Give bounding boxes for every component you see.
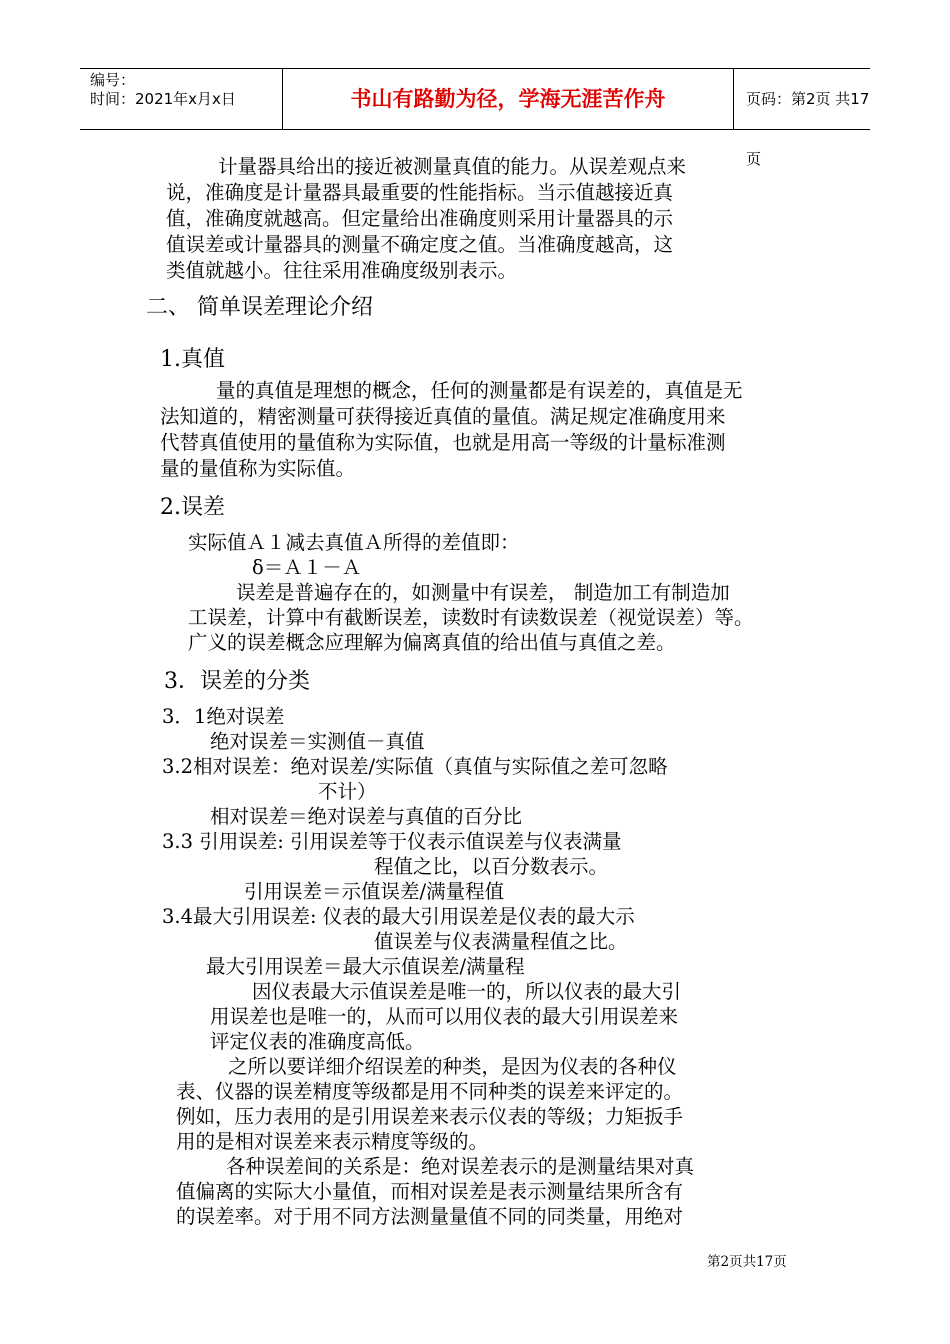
body-line: 各种误差间的关系是：绝对误差表示的是测量结果对真	[226, 1155, 695, 1178]
subheading-classification: 3．误差的分类	[164, 669, 310, 694]
body-line: 之所以要详细介绍误差的种类，是因为仪表的各种仪	[228, 1055, 677, 1078]
body-line: 值偏离的实际大小量值，而相对误差是表示测量结果所含有	[176, 1180, 684, 1203]
header-time-label: 时间：2021年x月x日	[90, 90, 236, 108]
section-heading: 二、 简单误差理论介绍	[146, 295, 373, 320]
formula: 引用误差＝示值误差/满量程值	[244, 880, 505, 903]
body-line: 计量器具给出的接近被测量真值的能力。从误差观点来	[218, 155, 687, 178]
body-line: 值，准确度就越高。但定量给出准确度则采用计量器具的示	[166, 207, 674, 230]
body-line: 类值就越小。往往采用准确度级别表示。	[166, 259, 518, 282]
body-line: 不计）	[318, 780, 377, 803]
formula: 绝对误差＝实测值－真值	[210, 730, 425, 753]
body-line: 3.2相对误差：绝对误差/实际值（真值与实际值之差可忽略	[162, 755, 668, 778]
page-footer: 第2页共17页	[707, 1254, 787, 1270]
body-line: 说，准确度是计量器具最重要的性能指标。当示值越接近真	[166, 181, 674, 204]
body-line: 3．1绝对误差	[162, 705, 285, 728]
header-meta	[80, 69, 282, 129]
body-line: 评定仪表的准确度高低。	[210, 1030, 425, 1053]
body-line: 代替真值使用的量值称为实际值，也就是用高一等级的计量标准测	[160, 431, 726, 454]
body-line: 工误差，计算中有截断误差，读数时有读数误差（视觉误差）等。	[188, 606, 754, 629]
body-line: 因仪表最大示值误差是唯一的，所以仪表的最大引	[252, 980, 682, 1003]
header-page-label: 页码：第2页 共17页	[746, 90, 870, 168]
subheading-error: 2.误差	[160, 495, 225, 520]
formula: δ＝Ａ１－Ａ	[252, 556, 362, 579]
body-line: 值误差或计量器具的测量不确定度之值。当准确度越高，这	[166, 233, 674, 256]
formula: 最大引用误差＝最大示值误差/满量程	[206, 955, 525, 978]
body-line: 表、仪器的误差精度等级都是用不同种类的误差来评定的。	[176, 1080, 684, 1103]
body-line: 用的是相对误差来表示精度等级的。	[176, 1130, 489, 1153]
body-line: 量的量值称为实际值。	[160, 457, 356, 480]
header-motto: 书山有路勤为径，学海无涯苦作舟	[282, 69, 734, 129]
body-line: 3.3 引用误差: 引用误差等于仪表示值误差与仪表满量	[162, 830, 622, 853]
body-line: 的误差率。对于用不同方法测量量值不同的同类量，用绝对	[176, 1205, 684, 1228]
body-line: 误差是普遍存在的，如测量中有误差， 制造加工有制造加	[236, 581, 730, 604]
body-line: 例如，压力表用的是引用误差来表示仪表的等级；力矩扳手	[176, 1105, 684, 1128]
body-line: 量的真值是理想的概念，任何的测量都是有误差的，真值是无	[216, 379, 743, 402]
formula: 相对误差＝绝对误差与真值的百分比	[210, 805, 523, 828]
body-line: 法知道的，精密测量可获得接近真值的量值。满足规定准确度用来	[160, 405, 726, 428]
body-line: 3.4最大引用误差: 仪表的最大引用误差是仪表的最大示	[162, 905, 635, 928]
body-line: 用误差也是唯一的，从而可以用仪表的最大引用误差来	[210, 1005, 679, 1028]
body-line: 广义的误差概念应理解为偏离真值的给出值与真值之差。	[188, 631, 676, 654]
body-line: 实际值Ａ１减去真值Ａ所得的差值即：	[188, 531, 520, 554]
body-line: 值误差与仪表满量程值之比。	[374, 930, 628, 953]
body-line: 程值之比，以百分数表示。	[374, 855, 609, 878]
header-number-label: 编号：	[90, 71, 136, 89]
subheading-true-value: 1.真值	[160, 347, 225, 372]
